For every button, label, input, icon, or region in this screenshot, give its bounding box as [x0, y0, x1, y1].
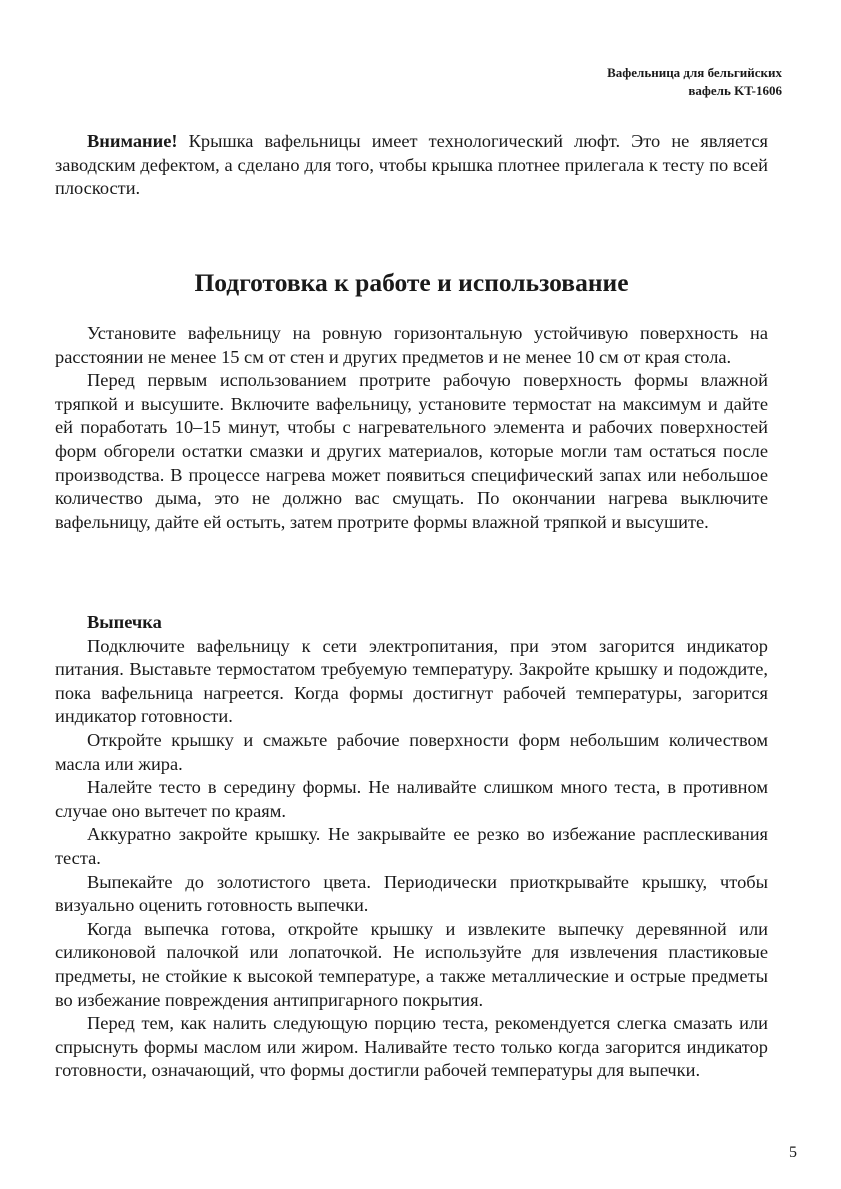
intro-section [55, 322, 768, 534]
intro-paragraph: Перед первым использованием протрите рабочую поверхность формы влажной тряпкой и высушите. Включите вафельницу, установите термостат на максимум и дайте ей поработать 10–15 минут, чтобы с нагревательного элемента и рабочих поверхностей форм обгорели остатки смазки и других материалов, которые могли там остаться после производства. В процессе нагрева может появиться специфический запах или небольшое количество дыма, это не должно вас смущать. По окончании нагрева выключите вафельницу, дайте ей остыть, затем протрите формы влажной тряпкой и высушите. [55, 370, 768, 532]
running-header [607, 64, 782, 100]
baking-paragraph: Перед тем, как налить следующую порцию теста, рекомендуется слегка смазать или спрыснуть формы маслом или жиром. Наливайте тесто только когда загорится индикатор готовности, означающий, что формы достигли рабочей температуры для выпечки. [55, 1013, 768, 1081]
warning-paragraph [55, 130, 768, 201]
baking-paragraph: Подключите вафельницу к сети электропитания, при этом загорится индикатор питания. Выставьте термостатом требуемую температуру. Закройте крышку и подождите, пока вафельница нагреется. Когда формы достигнут рабочей температуры, загорится индикатор готовности. [55, 635, 768, 727]
baking-section [55, 611, 768, 1083]
header-line-1: Вафельница для бельгийских [607, 65, 782, 80]
intro-paragraph: Установите вафельницу на ровную горизонтальную устойчивую поверхность на расстоянии не менее 15 см от стен и других предметов и не менее 10 см от края стола. [55, 323, 768, 367]
section-title: Подготовка к работе и использование [194, 268, 629, 297]
baking-paragraph: Когда выпечка готова, откройте крышку и извлеките выпечку деревянной или силиконовой палочкой или лопаточкой. Не используйте для извлечения пластиковые предметы, не стойкие к высокой температуре, а также металлические и острые предметы во избежание повреждения антипригарного покрытия. [55, 918, 768, 1010]
baking-paragraph: Аккуратно закройте крышку. Не закрывайте ее резко во избежание расплескивания теста. [55, 824, 768, 868]
warning-label: Внимание! [87, 131, 178, 151]
warning-text: Крышка вафельницы имеет технологический люфт. Это не является заводским дефектом, а сделано для того, чтобы крышка плотнее прилегала к тесту по всей плоскости. [55, 131, 768, 199]
header-line-2: вафель KT-1606 [688, 83, 782, 98]
baking-paragraph: Выпекайте до золотистого цвета. Периодически приоткрывайте крышку, чтобы визуально оценить готовность выпечки. [55, 871, 768, 916]
baking-paragraph: Налейте тесто в середину формы. Не наливайте слишком много теста, в противном случае оно вытечет по краям. [55, 777, 768, 821]
warning-block [55, 130, 768, 201]
baking-heading: Выпечка [87, 612, 162, 632]
page-number: 5 [789, 1144, 797, 1161]
baking-paragraph: Откройте крышку и смажьте рабочие поверхности форм небольшим количеством масла или жира. [55, 729, 768, 774]
